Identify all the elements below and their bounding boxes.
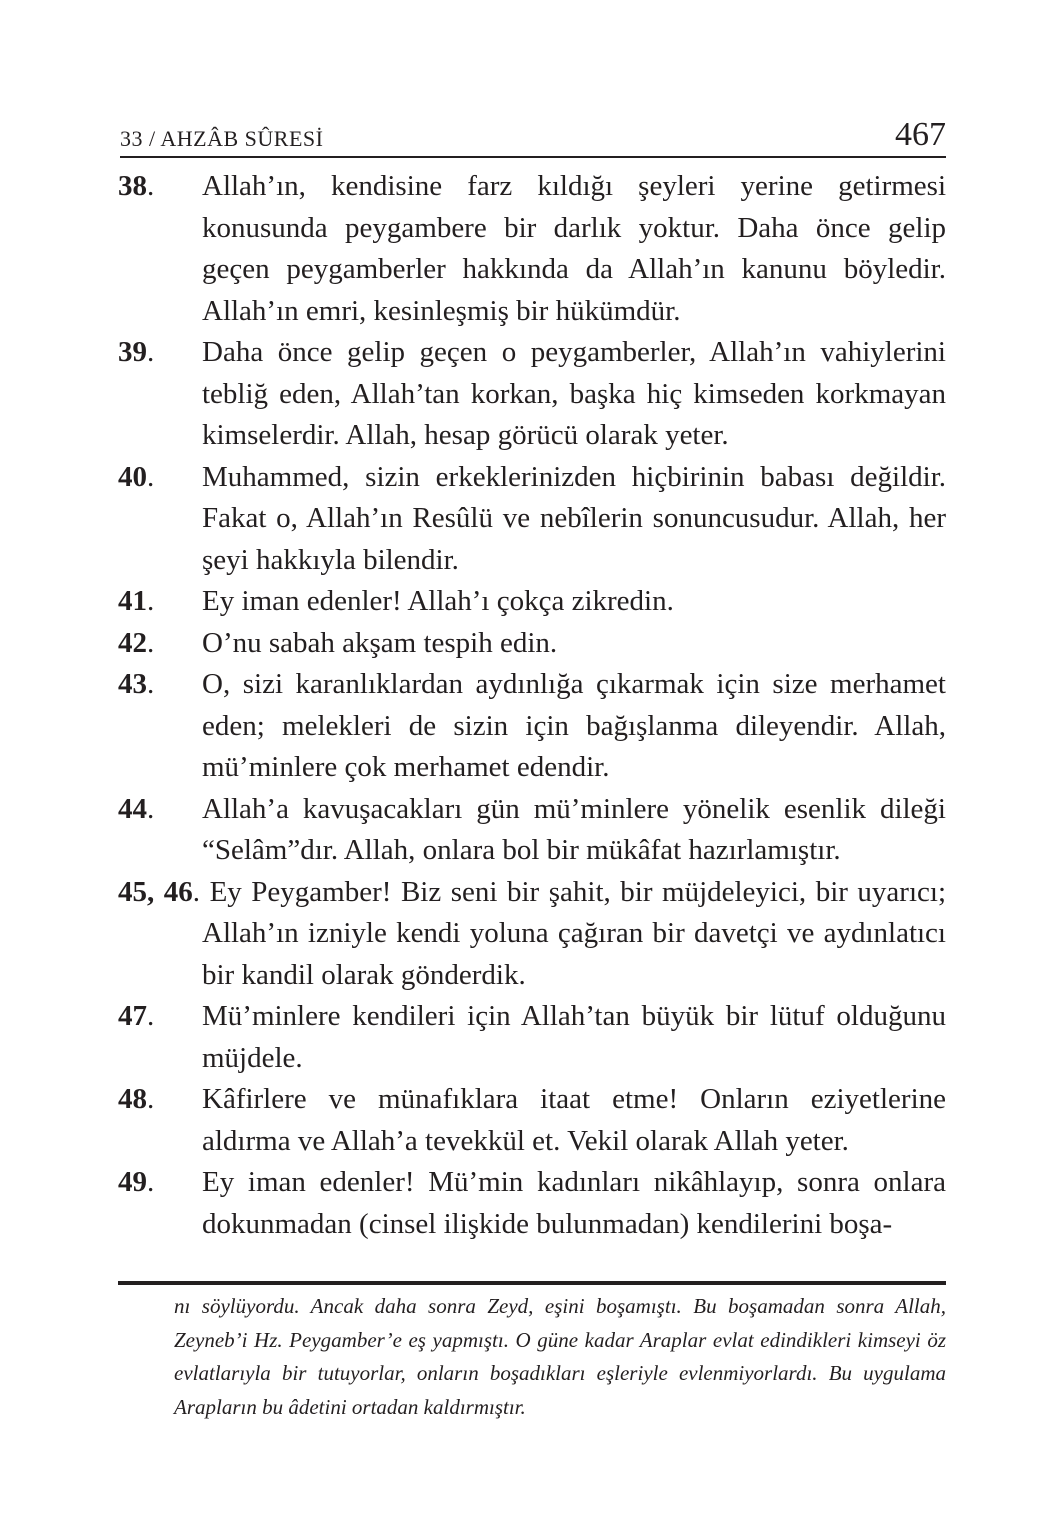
verse-number: 49. (118, 1166, 155, 1198)
verse-text: Ey iman edenler! Mü’min kadınları nikâhlayıp, sonra onlara dokunmadan (cinsel ilişkide bulunmadan) kendilerini boşa- (202, 1166, 946, 1240)
verse-item (118, 166, 946, 332)
verse-number: 45, 46 (118, 875, 193, 908)
verse-text: O’nu sabah akşam tespih edin. (202, 626, 558, 659)
verse-item (118, 457, 946, 582)
running-title: 33 / AHZÂB SÛRESİ (120, 126, 324, 151)
verse-text: Muhammed, sizin erkeklerinizden hiçbirinin babası değildir. Fakat o, Allah’ın Resûlü ve nebîlerin sonuncusudur. Allah, her şeyi hakkıyla bilendir. (202, 460, 946, 576)
footnote-rule (118, 1281, 946, 1285)
verse-number: 47. (118, 1000, 155, 1032)
verse-text: Daha önce gelip geçen o peygamberler, Allah’ın vahiylerini tebliğ eden, Allah’tan korkan, başka hiç kimseden korkmayan kimselerdir. Allah, hesap görücü olarak yeter. (202, 336, 946, 451)
verse-text: Allah’a kavuşacakları gün mü’minlere yönelik esenlik dileği “Selâm”dır. Allah, onlara bol bir mükâfat hazırlamıştır. (202, 792, 946, 866)
verse-text: Mü’minlere kendileri için Allah’tan büyük bir lütuf olduğunu müjdele. (202, 1000, 946, 1074)
verse-item (118, 664, 946, 789)
verse-number: 48. (118, 1083, 155, 1115)
verse-text: O, sizi karanlıklardan aydınlığa çıkarmak için size merhamet eden; melekleri de sizin için bağışlanma dileyendir. Allah, mü’minlere çok merhamet edendir. (202, 668, 946, 783)
verse-item (118, 996, 946, 1079)
verse-item (118, 789, 946, 872)
verse-list (118, 166, 946, 1245)
verse-item (118, 872, 946, 997)
verse-number: 39. (118, 336, 155, 368)
verse-item (118, 581, 946, 623)
footnote-text: nı söylüyordu. Ancak daha sonra Zeyd, eşini boşamıştı. Bu boşamadan sonra Allah, Zeyneb’i Hz. Peygamber’e eş yapmıştı. O güne kadar Araplar evlat edindikleri kimseyi öz evlatlarıyla bir tutuyorlar, onların boşadıkları eşleriyle evlenmiyorlardı. Bu uygulama Arapların bu âdetini ortadan kaldırmıştır. (174, 1294, 946, 1419)
verse-number: 40. (118, 460, 155, 493)
verse-item (118, 332, 946, 457)
verse-item (118, 1079, 946, 1162)
verse-text: Allah’ın, kendisine farz kıldığı şeyleri yerine getirmesi konusunda peygambere bir darlık yoktur. Daha önce gelip geçen peygamberler hakkında da Allah’ın kanunu böyledir. Allah’ın emri, kesinleşmiş bir hükümdür. (202, 170, 946, 327)
page-number: 467 (895, 116, 946, 153)
verse-number: 41. (118, 585, 155, 617)
verse-number: 38. (118, 170, 155, 202)
verse-text: Kâfirlere ve münafıklara itaat etme! Onların eziyetlerine aldırma ve Allah’a tevekkül et. Vekil olarak Allah yeter. (202, 1083, 946, 1157)
verse-number: 44. (118, 792, 155, 825)
verse-text: 45, 46. Ey Peygamber! Biz seni bir şahit, bir müjdeleyici, bir uyarıcı; Allah’ın izniyle kendi yoluna çağıran bir davetçi ve aydınlatıcı bir kandil olarak gönderdik. (118, 875, 947, 991)
verse-item (118, 623, 946, 665)
verse-text: Ey iman edenler! Allah’ı çokça zikredin. (202, 585, 674, 617)
verse-item (118, 1162, 946, 1245)
verse-number: 43. (118, 668, 155, 700)
page-header (120, 110, 946, 158)
verse-number: 42. (118, 626, 155, 659)
